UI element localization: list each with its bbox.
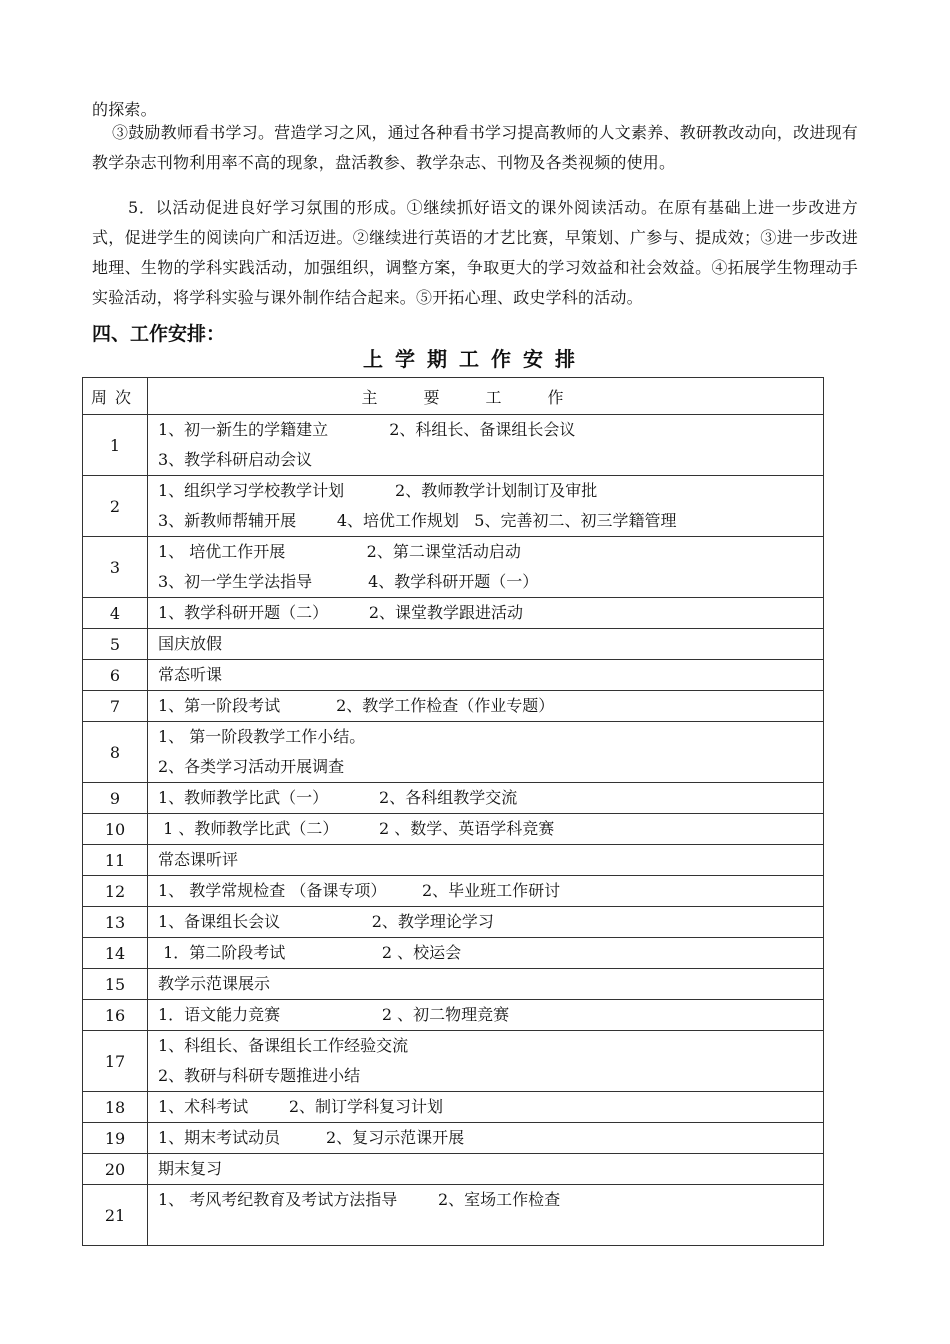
table-row [83, 845, 824, 876]
schedule-table [82, 377, 824, 1246]
week-number: 8 [83, 722, 148, 783]
work-item-line: 1、教学科研开题（二） 2、课堂教学跟进活动 [158, 603, 524, 622]
table-row [83, 907, 824, 938]
work-item-line: 1、科组长、备课组长工作经验交流 [158, 1036, 409, 1055]
work-item-line: 3、新教师帮辅开展 4、培优工作规划 5、完善初二、初三学籍管理 [158, 511, 677, 530]
work-item-line: 常态课听评 [158, 850, 239, 869]
table-row [83, 938, 824, 969]
work-item-line: 2、教研与科研专题推进小结 [158, 1066, 361, 1085]
work-items [148, 907, 824, 938]
work-items [148, 476, 824, 537]
paragraph-encourage-reading: ③鼓励教师看书学习。营造学习之风，通过各种看书学习提高教师的人文素养、教研教改动向，改进现有教学杂志刊物利用率不高的现象，盘活教参、教学杂志、刊物及各类视频的使用。 [92, 123, 858, 172]
work-item-line: 1、组织学习学校教学计划 2、教师教学计划制订及审批 [158, 481, 598, 500]
table-row [83, 1031, 824, 1092]
week-number: 16 [83, 1000, 148, 1031]
work-item-line: 1、初一新生的学籍建立 2、科组长、备课组长会议 [158, 420, 576, 439]
work-item-line: 1、 培优工作开展 2、第二课堂活动启动 [158, 542, 521, 561]
work-item-line: 常态听课 [158, 665, 223, 684]
table-row [83, 814, 824, 845]
work-item-line: 教学示范课展示 [158, 974, 271, 993]
work-item-line [158, 1215, 823, 1245]
table-row [83, 1092, 824, 1123]
work-item-line: 1．第二阶段考试 2 、校运会 [158, 943, 462, 962]
work-items [148, 629, 824, 660]
table-row [83, 660, 824, 691]
work-item-line: 1、教师教学比武（一） 2、各科组教学交流 [158, 788, 518, 807]
table-row [83, 415, 824, 476]
work-items [148, 691, 824, 722]
week-number: 10 [83, 814, 148, 845]
work-items [148, 660, 824, 691]
table-row [83, 969, 824, 1000]
table-row [83, 876, 824, 907]
week-number: 14 [83, 938, 148, 969]
week-number: 5 [83, 629, 148, 660]
work-item-line: 国庆放假 [158, 634, 223, 653]
table-header-row [83, 378, 824, 415]
work-item-line: 1、备课组长会议 2、教学理论学习 [158, 912, 494, 931]
week-number: 4 [83, 598, 148, 629]
table-row [83, 598, 824, 629]
header-week: 周次 [83, 378, 148, 415]
work-items [148, 722, 824, 783]
paragraph-continuation: 的探索。 [92, 100, 157, 119]
work-item-line: 1、期末考试动员 2、复习示范课开展 [158, 1128, 465, 1147]
week-number: 13 [83, 907, 148, 938]
work-items [148, 1154, 824, 1185]
week-number: 1 [83, 415, 148, 476]
week-number: 21 [83, 1185, 148, 1246]
work-items [148, 1000, 824, 1031]
schedule-body [83, 415, 824, 1246]
work-items [148, 1031, 824, 1092]
paragraph-activities: 5．以活动促进良好学习氛围的形成。①继续抓好语文的课外阅读活动。在原有基础上进一步改进方式，促进学生的阅读向广和活迈进。②继续进行英语的才艺比赛，早策划、广参与、提成效；③进一步改进地理、生物的学科实践活动，加强组织，调整方案，争取更大的学习效益和社会效益。④拓展学生物理动手实验活动，将学科实验与课外制作结合起来。⑤开拓心理、政史学科的活动。 [92, 198, 858, 307]
week-number: 18 [83, 1092, 148, 1123]
work-item-line: 1、术科考试 2、制订学科复习计划 [158, 1097, 444, 1116]
week-number: 19 [83, 1123, 148, 1154]
table-row [83, 722, 824, 783]
work-item-line: 1、 第一阶段教学工作小结。 [158, 727, 366, 746]
work-items [148, 598, 824, 629]
work-items [148, 1185, 824, 1246]
work-items [148, 969, 824, 1000]
work-item-line: 1．语文能力竞赛 2 、初二物理竞赛 [158, 1005, 510, 1024]
table-row [83, 1154, 824, 1185]
work-items [148, 845, 824, 876]
section-heading: 四、工作安排： [92, 323, 226, 345]
work-items [148, 415, 824, 476]
work-item-line: 3、教学科研启动会议 [158, 450, 313, 469]
work-item-line: 1、 教学常规检查 （备课专项） 2、毕业班工作研讨 [158, 881, 561, 900]
work-items [148, 537, 824, 598]
week-number: 11 [83, 845, 148, 876]
work-items [148, 1123, 824, 1154]
week-number: 3 [83, 537, 148, 598]
header-main-work: 主要工作 [148, 378, 824, 415]
week-number: 17 [83, 1031, 148, 1092]
week-number: 15 [83, 969, 148, 1000]
table-row [83, 537, 824, 598]
table-title: 上学期工作安排 [363, 347, 587, 371]
table-row [83, 476, 824, 537]
work-items [148, 938, 824, 969]
work-item-line: 1 、教师教学比武（二） 2 、数学、英语学科竞赛 [158, 819, 555, 838]
week-number: 7 [83, 691, 148, 722]
work-items [148, 876, 824, 907]
table-row [83, 691, 824, 722]
week-number: 20 [83, 1154, 148, 1185]
week-number: 6 [83, 660, 148, 691]
work-item-line: 期末复习 [158, 1159, 223, 1178]
work-item-line: 1、第一阶段考试 2、教学工作检查（作业专题） [158, 696, 555, 715]
table-row [83, 783, 824, 814]
work-items [148, 783, 824, 814]
work-items [148, 814, 824, 845]
table-row [83, 1123, 824, 1154]
table-row [83, 1185, 824, 1246]
week-number: 9 [83, 783, 148, 814]
work-items [148, 1092, 824, 1123]
work-item-line: 1、 考风考纪教育及考试方法指导 2、室场工作检查 [158, 1190, 561, 1209]
work-item-line: 3、初一学生学法指导 4、教学科研开题（一） [158, 572, 539, 591]
week-number: 12 [83, 876, 148, 907]
table-row [83, 1000, 824, 1031]
table-row [83, 629, 824, 660]
work-item-line: 2、各类学习活动开展调查 [158, 757, 345, 776]
week-number: 2 [83, 476, 148, 537]
